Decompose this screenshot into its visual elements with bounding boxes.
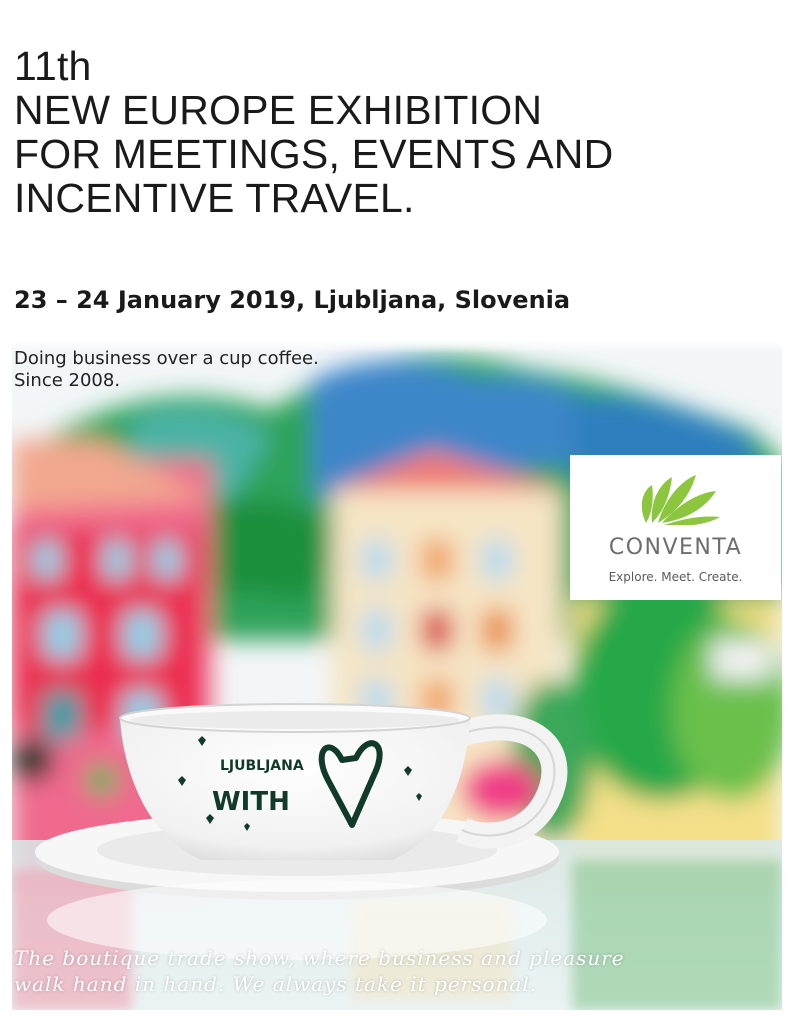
conventa-logo-badge <box>570 455 781 600</box>
tagline <box>14 348 319 392</box>
leaf-logo-icon <box>636 469 722 525</box>
footer-script-line-1: The boutique trade show, where business and pleasure <box>14 946 625 970</box>
cup-text-top: LJUBLJANA <box>220 758 304 774</box>
footer-script-text <box>14 945 625 997</box>
brand-name: CONVENTA <box>608 535 743 560</box>
headline-line-1: NEW EUROPE EXHIBITION <box>14 87 543 133</box>
tagline-line-2: Since 2008. <box>14 370 121 391</box>
headline-line-2: FOR MEETINGS, EVENTS AND <box>14 131 614 177</box>
footer-script-line-2: walk hand in hand. We always take it personal. <box>14 972 538 996</box>
brand-slogan: Explore. Meet. Create. <box>608 570 743 584</box>
tagline-line-1: Doing business over a cup coffee. <box>14 348 319 369</box>
headline <box>14 44 613 220</box>
headline-line-3: INCENTIVE TRAVEL. <box>14 175 415 221</box>
event-date: 23 – 24 January 2019, Ljubljana, Slovenia <box>14 286 571 314</box>
hero-photo <box>12 340 782 1010</box>
edition-label: 11th <box>14 43 92 89</box>
cup-text-bottom: WITH <box>212 787 290 817</box>
